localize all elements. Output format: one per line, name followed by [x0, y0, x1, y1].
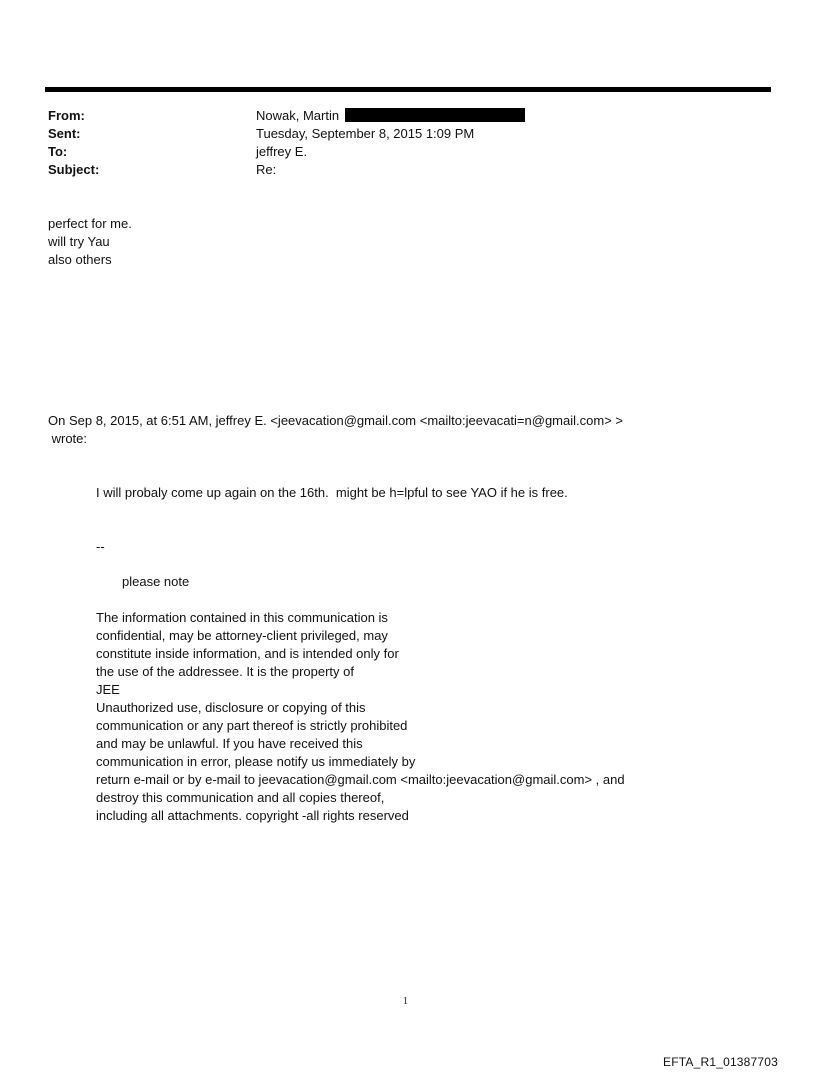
reply-line: will try Yau [48, 234, 110, 249]
quoted-message: I will probaly come up again on the 16th. might be h=lpful to see YAO if he is free. [96, 485, 568, 500]
redaction-block [345, 108, 525, 122]
disclaimer-line: and may be unlawful. If you have received this [96, 736, 363, 751]
from-name: Nowak, Martin [256, 108, 340, 123]
disclaimer-line: confidential, may be attorney-client privileged, may [96, 628, 388, 643]
disclaimer-line: constitute inside information, and is intended only for [96, 646, 399, 661]
quote-intro-line: On Sep 8, 2015, at 6:51 AM, jeffrey E. <jeevacation@gmail.com <mailto:jeevacati=n@gmail.com> > [48, 413, 623, 428]
sent-label: Sent: [48, 126, 81, 141]
sent-value: Tuesday, September 8, 2015 1:09 PM [256, 126, 475, 141]
disclaimer-line: including all attachments. copyright -all rights reserved [96, 808, 409, 823]
disclaimer-line: the use of the addressee. It is the property of [96, 664, 354, 679]
to-label: To: [48, 144, 68, 159]
disclaimer-line: Unauthorized use, disclosure or copying of this [96, 700, 366, 715]
subject-value: Re: [256, 162, 277, 177]
quote-intro-line: wrote: [48, 431, 88, 446]
from-label: From: [48, 108, 85, 123]
subject-label: Subject: [48, 162, 100, 177]
to-value: jeffrey E. [256, 144, 308, 159]
disclaimer-line: communication in error, please notify us immediately by [96, 754, 416, 769]
signature-separator: -- [96, 539, 105, 554]
reply-line: also others [48, 252, 112, 267]
please-note: please note [122, 574, 190, 589]
disclaimer-line: destroy this communication and all copies thereof, [96, 790, 385, 805]
page-number: 1 [403, 996, 408, 1007]
from-value [256, 107, 525, 125]
disclaimer-line: The information contained in this communication is [96, 610, 388, 625]
disclaimer-line: JEE [96, 682, 120, 697]
bates-number: EFTA_R1_01387703 [663, 1055, 779, 1069]
header-rule [45, 87, 771, 92]
disclaimer-line: return e-mail or by e-mail to jeevacation@gmail.com <mailto:jeevacation@gmail.com> , and [96, 772, 625, 787]
disclaimer-line: communication or any part thereof is strictly prohibited [96, 718, 408, 733]
reply-line: perfect for me. [48, 216, 132, 231]
